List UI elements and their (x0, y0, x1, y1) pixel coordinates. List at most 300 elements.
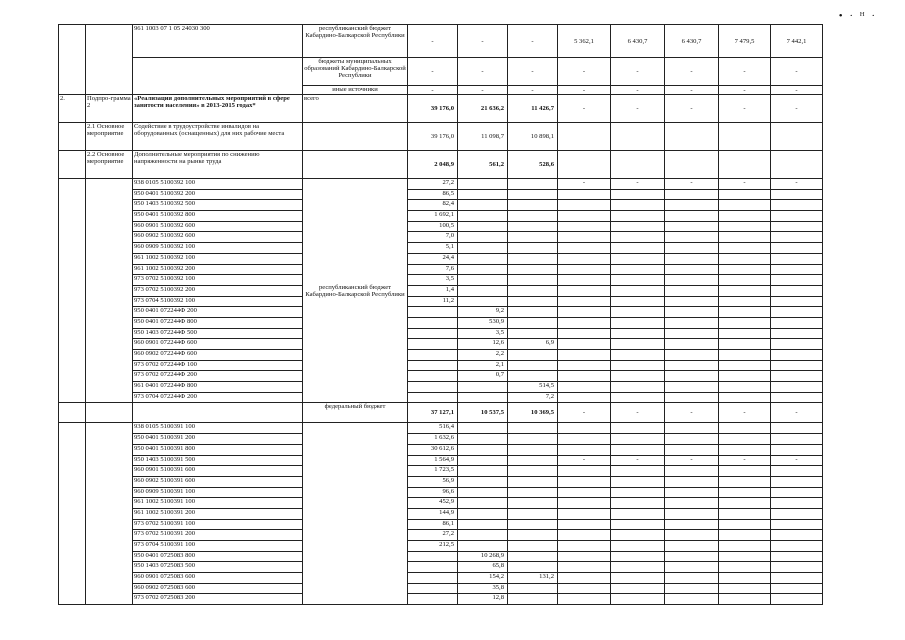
table-row (59, 573, 823, 584)
table-cell (558, 508, 611, 519)
table-cell (719, 275, 771, 286)
table-cell (611, 476, 665, 487)
budget-code: 960 0902 072244Ф 600 (133, 350, 303, 361)
table-cell (59, 25, 86, 95)
table-cell (771, 221, 823, 232)
budget-code: 950 0401 072244Ф 200 (133, 307, 303, 318)
value-cell (408, 339, 458, 350)
table-cell (771, 339, 823, 350)
table-cell (719, 444, 771, 455)
table-cell (611, 498, 665, 509)
table-cell (558, 476, 611, 487)
value-cell (458, 392, 508, 403)
value-cell: 212,5 (408, 541, 458, 552)
value-cell: 39 176,0 (408, 95, 458, 123)
table-row (59, 285, 823, 296)
table-cell (611, 434, 665, 445)
table-cell (558, 339, 611, 350)
value-cell: 2 048,9 (408, 151, 458, 179)
value-cell: 9,2 (458, 307, 508, 318)
table-cell (719, 519, 771, 530)
table-cell (665, 275, 719, 286)
value-cell: - (508, 25, 558, 58)
table-cell (719, 573, 771, 584)
table-cell (771, 423, 823, 434)
table-cell (665, 339, 719, 350)
table-cell (665, 498, 719, 509)
table-row (59, 423, 823, 434)
table-cell (771, 328, 823, 339)
value-cell (458, 455, 508, 466)
value-cell (508, 583, 558, 594)
table-cell (558, 243, 611, 254)
funding-source: иные источники (303, 86, 408, 95)
budget-code: 973 0702 5100391 100 (133, 519, 303, 530)
table-cell (665, 200, 719, 211)
budget-code: 961 1002 5100392 200 (133, 264, 303, 275)
table-cell (719, 476, 771, 487)
table-cell (719, 339, 771, 350)
activity-title: Содействие в трудоустройстве инвалидов на оборудованных (оснащенных) для них рабочие места (133, 123, 303, 151)
value-cell: 7,0 (408, 232, 458, 243)
budget-code: 960 0901 072244Ф 600 (133, 339, 303, 350)
table-cell (558, 253, 611, 264)
program-title: «Реализация дополнительных мероприятий в сфере занятости населения» в 2013-2015 годах* (133, 95, 303, 123)
table-cell (665, 151, 719, 179)
budget-code: 973 0702 5100392 200 (133, 285, 303, 296)
table-cell (665, 476, 719, 487)
value-cell: - (719, 403, 771, 423)
budget-code: 961 1002 5100391 100 (133, 498, 303, 509)
value-cell (458, 508, 508, 519)
value-cell: 7 479,5 (719, 25, 771, 58)
table-cell (719, 530, 771, 541)
table-cell (558, 307, 611, 318)
value-cell: 21 636,2 (458, 95, 508, 123)
value-cell: 82,4 (408, 200, 458, 211)
value-cell: 516,4 (408, 423, 458, 434)
value-cell: 144,9 (408, 508, 458, 519)
budget-code: 961 0401 072244Ф 800 (133, 382, 303, 393)
value-cell (508, 317, 558, 328)
table-cell (719, 317, 771, 328)
budget-code: 961 1003 07 1 05 24030 300 (133, 25, 303, 58)
value-cell (458, 232, 508, 243)
value-cell (458, 530, 508, 541)
value-cell: - (771, 95, 823, 123)
table-cell (303, 123, 408, 151)
value-cell: - (771, 58, 823, 86)
value-cell: - (458, 58, 508, 86)
table-cell (611, 123, 665, 151)
table-cell (719, 264, 771, 275)
table-cell (558, 328, 611, 339)
value-cell: - (408, 58, 458, 86)
budget-code: 961 1002 5100392 100 (133, 253, 303, 264)
value-cell: - (771, 403, 823, 423)
table-cell (558, 583, 611, 594)
table-cell (719, 371, 771, 382)
table-cell (665, 317, 719, 328)
table-cell (611, 151, 665, 179)
table-cell (665, 328, 719, 339)
value-cell (508, 487, 558, 498)
budget-code: 960 0909 5100392 100 (133, 243, 303, 254)
value-cell: 3,5 (458, 328, 508, 339)
table-cell (665, 466, 719, 477)
value-cell: 10 537,5 (458, 403, 508, 423)
value-cell: - (408, 86, 458, 95)
budget-code: 973 0702 0725083 200 (133, 594, 303, 605)
value-cell: - (458, 25, 508, 58)
value-cell: 2,2 (458, 350, 508, 361)
table-cell (665, 243, 719, 254)
value-cell (508, 296, 558, 307)
table-cell (611, 339, 665, 350)
value-cell: 1,4 (408, 285, 458, 296)
budget-code: 950 1403 0725083 500 (133, 562, 303, 573)
table-cell (665, 444, 719, 455)
table-cell (86, 403, 133, 423)
table-cell (611, 519, 665, 530)
table-cell (558, 519, 611, 530)
corner-mark: • · ᴴ · (838, 10, 877, 22)
table-row (59, 200, 823, 211)
table-cell (133, 58, 303, 95)
table-cell (771, 253, 823, 264)
value-cell: - (665, 403, 719, 423)
table-cell (665, 189, 719, 200)
table-row (59, 594, 823, 605)
table-cell (558, 350, 611, 361)
value-cell (408, 573, 458, 584)
funding-source: республиканский бюджет Кабардино-Балкарской Республики (303, 179, 408, 403)
table-cell (719, 307, 771, 318)
table-row (59, 466, 823, 477)
value-cell (458, 541, 508, 552)
activity-number: 2.2 Основное мероприятие (86, 151, 133, 179)
value-cell (508, 328, 558, 339)
table-cell (665, 530, 719, 541)
table-cell (719, 285, 771, 296)
value-cell (408, 317, 458, 328)
value-cell: - (611, 179, 665, 190)
value-cell: - (558, 403, 611, 423)
table-row (59, 221, 823, 232)
value-cell (408, 551, 458, 562)
table-cell (665, 371, 719, 382)
table-row (59, 434, 823, 445)
table-row (59, 350, 823, 361)
budget-code: 973 0702 072244Ф 200 (133, 371, 303, 382)
value-cell (508, 179, 558, 190)
table-cell (771, 487, 823, 498)
budget-code: 950 1403 5100391 500 (133, 455, 303, 466)
table-cell (719, 541, 771, 552)
value-cell (508, 551, 558, 562)
value-cell (408, 392, 458, 403)
table-row (59, 123, 823, 151)
table-cell (611, 551, 665, 562)
budget-code: 961 1002 5100391 200 (133, 508, 303, 519)
value-cell: - (665, 455, 719, 466)
table-cell (611, 285, 665, 296)
table-row (59, 275, 823, 286)
table-cell (665, 434, 719, 445)
table-cell (558, 200, 611, 211)
table-cell (665, 232, 719, 243)
table-cell (719, 123, 771, 151)
value-cell (458, 487, 508, 498)
table-cell (771, 189, 823, 200)
table-cell (558, 360, 611, 371)
value-cell: - (611, 95, 665, 123)
table-row (59, 519, 823, 530)
budget-code: 960 0901 0725083 600 (133, 573, 303, 584)
value-cell (508, 466, 558, 477)
budget-code: 973 0702 5100392 100 (133, 275, 303, 286)
value-cell (508, 530, 558, 541)
table-row (59, 444, 823, 455)
table-cell (665, 350, 719, 361)
value-cell: - (665, 179, 719, 190)
value-cell (408, 583, 458, 594)
table-cell (719, 498, 771, 509)
table-cell (665, 541, 719, 552)
program-name: Подпро-грамма 2 (86, 95, 133, 123)
table-cell (558, 530, 611, 541)
value-cell: - (611, 403, 665, 423)
value-cell (458, 423, 508, 434)
value-cell: 10 898,1 (508, 123, 558, 151)
table-cell (719, 189, 771, 200)
table-cell (719, 551, 771, 562)
table-cell (611, 594, 665, 605)
table-cell (719, 594, 771, 605)
table-cell (611, 232, 665, 243)
value-cell (508, 541, 558, 552)
table-row (59, 371, 823, 382)
value-cell: 530,9 (458, 317, 508, 328)
value-cell (508, 275, 558, 286)
value-cell: - (558, 58, 611, 86)
value-cell (508, 476, 558, 487)
table-cell (771, 307, 823, 318)
value-cell: - (719, 179, 771, 190)
table-row (59, 562, 823, 573)
table-cell (771, 350, 823, 361)
value-cell: - (508, 58, 558, 86)
value-cell (408, 594, 458, 605)
table-cell (719, 382, 771, 393)
table-cell (665, 519, 719, 530)
value-cell: - (558, 95, 611, 123)
table-cell (303, 151, 408, 179)
table-cell (719, 466, 771, 477)
table-cell (611, 211, 665, 222)
value-cell: 5 362,1 (558, 25, 611, 58)
table-cell (611, 275, 665, 286)
budget-code: 950 0401 5100392 200 (133, 189, 303, 200)
table-cell (771, 562, 823, 573)
table-cell (611, 200, 665, 211)
table-cell (665, 508, 719, 519)
value-cell: 10 369,5 (508, 403, 558, 423)
table-cell (719, 221, 771, 232)
table-cell (665, 360, 719, 371)
table-cell (86, 423, 133, 605)
table-cell (771, 264, 823, 275)
table-cell (558, 189, 611, 200)
value-cell: 100,5 (408, 221, 458, 232)
table-cell (719, 562, 771, 573)
value-cell (408, 350, 458, 361)
table-row (59, 541, 823, 552)
table-cell (771, 541, 823, 552)
budget-code: 960 0909 5100391 100 (133, 487, 303, 498)
table-row (59, 211, 823, 222)
table-cell (771, 508, 823, 519)
table-cell (558, 551, 611, 562)
table-row (59, 392, 823, 403)
table-cell (771, 360, 823, 371)
budget-code: 973 0702 5100391 200 (133, 530, 303, 541)
table-row (59, 179, 823, 190)
budget-code: 950 0401 072244Ф 800 (133, 317, 303, 328)
table-cell (86, 25, 133, 95)
value-cell (508, 423, 558, 434)
budget-code: 938 0105 5100391 100 (133, 423, 303, 434)
table-cell (665, 285, 719, 296)
value-cell: 86,1 (408, 519, 458, 530)
table-cell (611, 328, 665, 339)
table-cell (665, 487, 719, 498)
value-cell: - (611, 86, 665, 95)
table-cell (611, 541, 665, 552)
value-cell (408, 328, 458, 339)
table-cell (771, 317, 823, 328)
table-cell (719, 253, 771, 264)
value-cell: 27,2 (408, 530, 458, 541)
value-cell: 56,9 (408, 476, 458, 487)
table-cell (719, 328, 771, 339)
value-cell: 452,9 (408, 498, 458, 509)
table-cell (665, 594, 719, 605)
table-cell (611, 360, 665, 371)
value-cell (508, 594, 558, 605)
table-cell (611, 562, 665, 573)
budget-code: 973 0704 5100391 100 (133, 541, 303, 552)
value-cell (458, 444, 508, 455)
table-cell (611, 573, 665, 584)
table-cell (611, 189, 665, 200)
table-cell (771, 200, 823, 211)
value-cell (458, 200, 508, 211)
value-cell: 30 612,6 (408, 444, 458, 455)
value-cell: 5,1 (408, 243, 458, 254)
value-cell: 37 127,1 (408, 403, 458, 423)
table-cell (771, 151, 823, 179)
table-row (59, 253, 823, 264)
table-row (59, 382, 823, 393)
value-cell (458, 476, 508, 487)
funding-source: бюджеты муниципальных образований Кабардино-Балкарской Республики (303, 58, 408, 86)
table-cell (59, 179, 86, 403)
value-cell: - (665, 58, 719, 86)
value-cell (408, 371, 458, 382)
table-cell (771, 232, 823, 243)
value-cell (508, 350, 558, 361)
table-row (59, 264, 823, 275)
table-cell (771, 551, 823, 562)
table-cell (719, 487, 771, 498)
table-row (59, 151, 823, 179)
value-cell: - (508, 86, 558, 95)
value-cell (508, 360, 558, 371)
table-cell (665, 551, 719, 562)
table-cell (719, 350, 771, 361)
table-cell (611, 466, 665, 477)
value-cell (458, 434, 508, 445)
table-cell (771, 434, 823, 445)
table-cell (558, 573, 611, 584)
value-cell (508, 189, 558, 200)
value-cell (408, 382, 458, 393)
table-cell (771, 285, 823, 296)
value-cell: 86,5 (408, 189, 458, 200)
value-cell (458, 211, 508, 222)
value-cell (458, 189, 508, 200)
value-cell (458, 382, 508, 393)
value-cell: 12,6 (458, 339, 508, 350)
value-cell: 96,6 (408, 487, 458, 498)
activity-number: 2.1 Основное мероприятие (86, 123, 133, 151)
budget-code: 973 0702 072244Ф 100 (133, 360, 303, 371)
value-cell (408, 307, 458, 318)
value-cell: 528,6 (508, 151, 558, 179)
activity-title: Дополнительные мероприятия по снижению напряженности на рынке труда (133, 151, 303, 179)
table-cell (558, 285, 611, 296)
table-cell (719, 423, 771, 434)
budget-code: 950 0401 5100391 200 (133, 434, 303, 445)
table-cell (719, 296, 771, 307)
table-cell (719, 508, 771, 519)
table-cell (719, 434, 771, 445)
table-row (59, 296, 823, 307)
table-cell (558, 423, 611, 434)
budget-code: 950 1403 5100392 500 (133, 200, 303, 211)
value-cell (508, 200, 558, 211)
table-cell (665, 123, 719, 151)
value-cell: - (611, 455, 665, 466)
value-cell (508, 508, 558, 519)
table-row (59, 403, 823, 423)
budget-code: 960 0902 0725083 600 (133, 583, 303, 594)
value-cell: - (719, 455, 771, 466)
value-cell: - (558, 455, 611, 466)
table-cell (771, 211, 823, 222)
value-cell: 24,4 (408, 253, 458, 264)
budget-code: 950 0401 0725083 800 (133, 551, 303, 562)
table-row (59, 476, 823, 487)
table-row (59, 487, 823, 498)
value-cell (508, 562, 558, 573)
value-cell (458, 275, 508, 286)
value-cell: 1 632,6 (408, 434, 458, 445)
value-cell: - (665, 86, 719, 95)
table-cell (771, 123, 823, 151)
table-cell (558, 264, 611, 275)
